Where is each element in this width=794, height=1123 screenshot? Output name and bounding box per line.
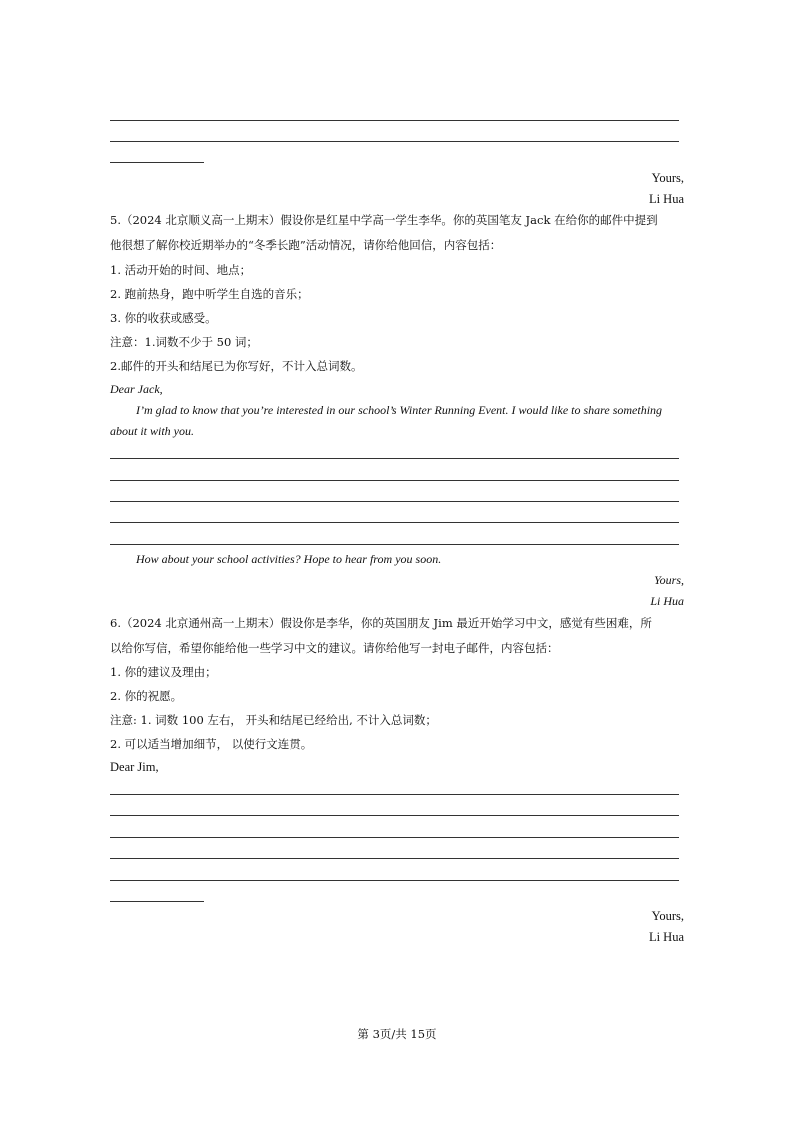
q5-ending: How about your school activities? Hope to hear from you soon. bbox=[136, 552, 442, 566]
writing-line bbox=[110, 120, 679, 121]
writing-line bbox=[110, 858, 679, 859]
q5-prompt-line2: 他很想了解你校近期举办的“冬季长跑”活动情况，请你给他回信，内容包括： bbox=[110, 238, 502, 252]
q6-greeting: Dear Jim, bbox=[110, 760, 159, 774]
q5-item-3: 3. 你的收获或感受。 bbox=[110, 311, 217, 325]
q5-note-2: 2.邮件的开头和结尾已为你写好，不计入总词数。 bbox=[110, 359, 363, 373]
q5-prompt-line1: 5.（2024 北京顺义高一上期末）假设你是红星中学高一学生李华。你的英国笔友 Jack 在给你的邮件中提到 bbox=[110, 213, 658, 227]
q5-item-2: 2. 跑前热身，跑中听学生自选的音乐； bbox=[110, 287, 309, 301]
page-number: 第 3页/共 15页 bbox=[357, 1027, 437, 1041]
writing-line bbox=[110, 815, 679, 816]
q6-prompt-line2: 以给你写信，希望你能给他一些学习中文的建议。请你给他写一封电子邮件，内容包括： bbox=[110, 641, 559, 655]
writing-line bbox=[110, 544, 679, 545]
signature: Li Hua bbox=[648, 192, 684, 206]
writing-line bbox=[110, 522, 679, 523]
q5-closing: Yours, bbox=[654, 573, 684, 587]
q6-item-2: 2. 你的祝愿。 bbox=[110, 689, 183, 703]
writing-line bbox=[110, 480, 679, 481]
q6-prompt-line1: 6.（2024 北京通州高一上期末）假设你是李华，你的英国朋友 Jim 最近开始学习中文，感觉有些困难，所 bbox=[110, 616, 652, 630]
writing-line bbox=[110, 141, 679, 142]
writing-line bbox=[110, 901, 204, 902]
closing: Yours, bbox=[651, 171, 684, 185]
writing-line bbox=[110, 162, 204, 163]
q6-closing: Yours, bbox=[651, 909, 684, 923]
writing-line bbox=[110, 837, 679, 838]
writing-line bbox=[110, 794, 679, 795]
writing-line bbox=[110, 501, 679, 502]
q6-item-1: 1. 你的建议及理由； bbox=[110, 665, 217, 679]
q5-opening-line1: I’m glad to know that you’re interested in our school’s Winter Running Event. I would like to share something bbox=[136, 403, 663, 417]
q5-item-1: 1. 活动开始的时间、地点； bbox=[110, 263, 252, 277]
q5-signature: Li Hua bbox=[650, 594, 684, 608]
writing-line bbox=[110, 458, 679, 459]
q6-note-1: 注意: 1. 词数 100 左右， 开头和结尾已经给出, 不计入总词数； bbox=[110, 713, 437, 727]
q5-greeting: Dear Jack, bbox=[110, 382, 163, 396]
writing-line bbox=[110, 880, 679, 881]
q5-opening-line2: about it with you. bbox=[110, 424, 194, 438]
q6-signature: Li Hua bbox=[648, 930, 684, 944]
q6-note-2: 2. 可以适当增加细节， 以使行文连贯。 bbox=[110, 737, 313, 751]
q5-note-1: 注意：1.词数不少于 50 词； bbox=[110, 335, 258, 349]
